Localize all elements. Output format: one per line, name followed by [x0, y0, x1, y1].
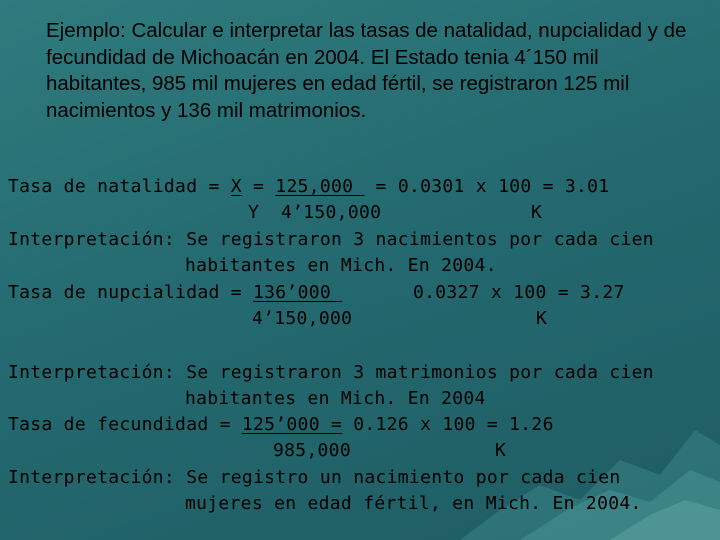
natalidad-interpretation-2: habitantes en Mich. En 2004. — [185, 255, 497, 276]
natalidad-interpretation-1: Interpretación: Se registraron 3 nacimientos por cada cien — [8, 229, 654, 250]
nupcialidad-result: 0.0327 x 100 = 3.27 — [413, 282, 625, 303]
natalidad-x-symbol: X — [230, 176, 242, 197]
nupcialidad-interpretation-2: habitantes en Mich. En 2004 — [185, 388, 486, 409]
nupcialidad-denominator: 4’150,000 — [252, 308, 353, 329]
nupcialidad-numerator: 136’000 — [253, 282, 343, 303]
fecundidad-interpretation-2: mujeres en edad fértil, en Mich. En 2004. — [185, 493, 642, 514]
fecundidad-k: K — [495, 440, 507, 461]
nupcialidad-label: Tasa de nupcialidad = — [8, 282, 254, 303]
nupcialidad-formula-line — [8, 282, 342, 303]
natalidad-label: Tasa de natalidad = — [8, 176, 231, 197]
fecundidad-result: 0.126 x 100 = 1.26 — [342, 414, 554, 435]
intro-paragraph: Ejemplo: Calcular e interpretar las tasas de natalidad, nupcialidad y de fecundidad de Michoacán en 2004. El Estado tenia 4´150 mil habitantes, 985 mil mujeres en edad fértil, se registraron 125 mil nacimientos y 136 mil matrimonios. — [46, 19, 687, 122]
natalidad-y-symbol: Y — [248, 202, 260, 223]
natalidad-equals: = — [241, 176, 276, 197]
mountain-background-graphic — [460, 390, 720, 540]
natalidad-denominator: 4’150,000 — [281, 202, 382, 223]
natalidad-result: = 0.0301 x 100 = 3.01 — [364, 176, 610, 197]
natalidad-k: K — [531, 202, 543, 223]
nupcialidad-interpretation-1: Interpretación: Se registraron 3 matrimonios por cada cien — [8, 362, 654, 383]
nupcialidad-k: K — [536, 308, 548, 329]
fecundidad-denominator: 985,000 — [273, 440, 351, 461]
fecundidad-formula-line — [8, 414, 554, 435]
fecundidad-interpretation-1: Interpretación: Se registro un nacimiento por cada cien — [8, 467, 621, 488]
fecundidad-label: Tasa de fecundidad = — [8, 414, 242, 435]
fecundidad-numerator: 125’000 = — [241, 414, 343, 435]
natalidad-numerator: 125,000 — [275, 176, 365, 197]
natalidad-formula-line — [8, 176, 609, 197]
